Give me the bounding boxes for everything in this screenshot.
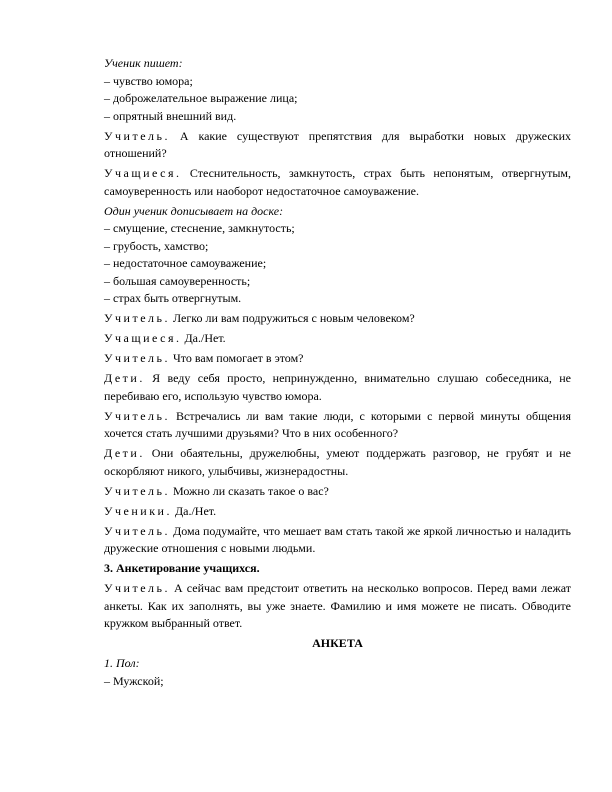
speaker: Учитель. — [104, 483, 170, 498]
speaker: Учитель. — [104, 311, 170, 325]
list-item: – большая самоуверенность; — [104, 273, 251, 288]
student-writes-label: Ученик пишет: — [104, 56, 183, 70]
questionnaire-title: АНКЕТА — [312, 636, 363, 650]
dialogue-paragraph — [104, 580, 571, 633]
list-item: – доброжелательное выражение лица; — [104, 91, 298, 105]
speech: Да./Нет. — [181, 331, 226, 345]
list-item: – страх быть отвергнутым. — [104, 291, 242, 305]
dialogue-paragraph — [104, 330, 571, 348]
dialogue-paragraph — [104, 165, 571, 200]
list-item: – смущение, стеснение, замкнутость; — [104, 221, 295, 235]
speaker: Учитель. — [104, 408, 170, 423]
speaker: Ученики. — [104, 503, 172, 518]
speech: Я веду себя просто, непринужденно, внимательно слушаю собеседника, не перебиваю его, использую чувство юмора. — [104, 371, 571, 403]
speaker: Учащиеся. — [104, 166, 182, 180]
speech: А какие существуют препятствия для выработки новых дружеских отношений? — [104, 128, 571, 160]
speech: Стеснительность, замкнутость, страх быть непонятым, отвергнутым, самоуверенность или наоборот недостаточное самоуважение. — [104, 166, 571, 198]
dialogue-paragraph — [104, 128, 571, 163]
document-page — [104, 55, 571, 690]
student-adds-label: Один ученик дописывает на доске: — [104, 203, 284, 218]
speech: Легко ли вам подружиться с новым человеком? — [169, 311, 415, 325]
speaker: Учитель. — [104, 128, 170, 143]
speaker: Дети. — [104, 446, 145, 460]
speaker: Учитель. — [104, 523, 170, 538]
dialogue-paragraph — [104, 483, 571, 501]
speech: Да./Нет. — [171, 503, 217, 518]
dialogue-paragraph — [104, 523, 571, 558]
dialogue-paragraph — [104, 408, 571, 443]
speech: Дома подумайте, что мешает вам стать такой же яркой личностью и наладить дружеские отношения с новыми людьми. — [104, 523, 571, 555]
list-item: – грубость, хамство; — [104, 238, 209, 253]
list-item: – чувство юмора; — [104, 73, 193, 88]
list-item: – недостаточное самоуважение; — [104, 256, 267, 270]
speaker: Учитель. — [104, 351, 170, 365]
list-item: – опрятный внешний вид. — [104, 108, 237, 123]
dialogue-paragraph — [104, 503, 571, 521]
speech: А сейчас вам предстоит ответить на несколько вопросов. Перед вами лежат анкеты. Как их заполнять, вы уже знаете. Фамилию и имя можете не писать. Обводите кружком выбранный ответ. — [104, 581, 571, 630]
section-heading: 3. Анкетирование учащихся. — [104, 561, 260, 575]
speaker: Учащиеся. — [104, 331, 182, 345]
dialogue-paragraph — [104, 445, 571, 480]
dialogue-paragraph — [104, 350, 571, 368]
speech: Встречались ли вам такие люди, с которыми с первой минуты общения хочется стать лучшими друзьями? Что в них особенного? — [104, 408, 571, 440]
speech: Можно ли сказать такое о вас? — [169, 483, 329, 498]
speaker: Дети. — [104, 371, 145, 385]
answer-option: – Мужской; — [104, 673, 164, 688]
dialogue-paragraph — [104, 310, 571, 328]
speech: Что вам помогает в этом? — [169, 351, 304, 365]
speaker: Учитель. — [104, 581, 170, 595]
dialogue-paragraph — [104, 370, 571, 405]
question-1: 1. Пол: — [104, 656, 140, 670]
speech: Они обаятельны, дружелюбны, умеют поддержать разговор, не грубят и не оскорбляют никого, улыбчивы, жизнерадостны. — [104, 446, 571, 478]
